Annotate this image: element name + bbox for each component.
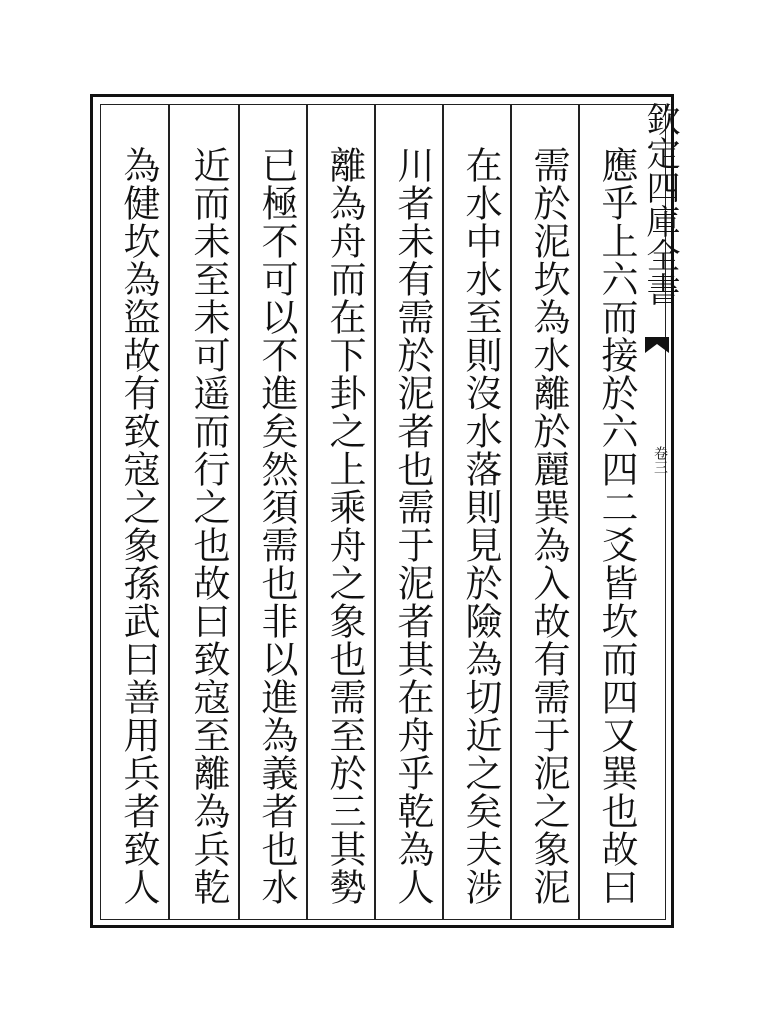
text-column-3: 在水中水至則沒水落則見於險為切近之矣夫涉 — [459, 146, 502, 906]
text-column-7: 近而未至未可遥而行之也故曰致寇至離為兵乾 — [187, 146, 230, 906]
volume-label: 卷三 — [652, 446, 668, 474]
column-rule — [168, 104, 170, 920]
column-rule — [578, 104, 580, 920]
text-column-8: 為健坎為盜故有致寇之象孫武曰善用兵者致人 — [117, 146, 160, 906]
text-column-4: 川者未有需於泥者也需于泥者其在舟乎乾為人 — [391, 146, 434, 906]
column-rule — [306, 104, 308, 920]
text-column-5: 離為舟而在下卦之上乘舟之象也需至於三其勢 — [323, 146, 366, 906]
column-rule — [510, 104, 512, 920]
text-column-1: 應乎上六而接於六四二爻皆坎而四又巽也故曰 — [595, 146, 638, 906]
fish-tail-mark — [644, 336, 670, 354]
column-rule — [238, 104, 240, 920]
column-rule — [442, 104, 444, 920]
book-title: 欽定四庫全書 — [640, 102, 680, 306]
column-rule — [374, 104, 376, 920]
text-column-6: 已極不可以不進矣然須需也非以進為義者也水 — [255, 146, 298, 906]
text-column-2: 需於泥坎為水離於麗巽為入故有需于泥之象泥 — [527, 146, 570, 906]
